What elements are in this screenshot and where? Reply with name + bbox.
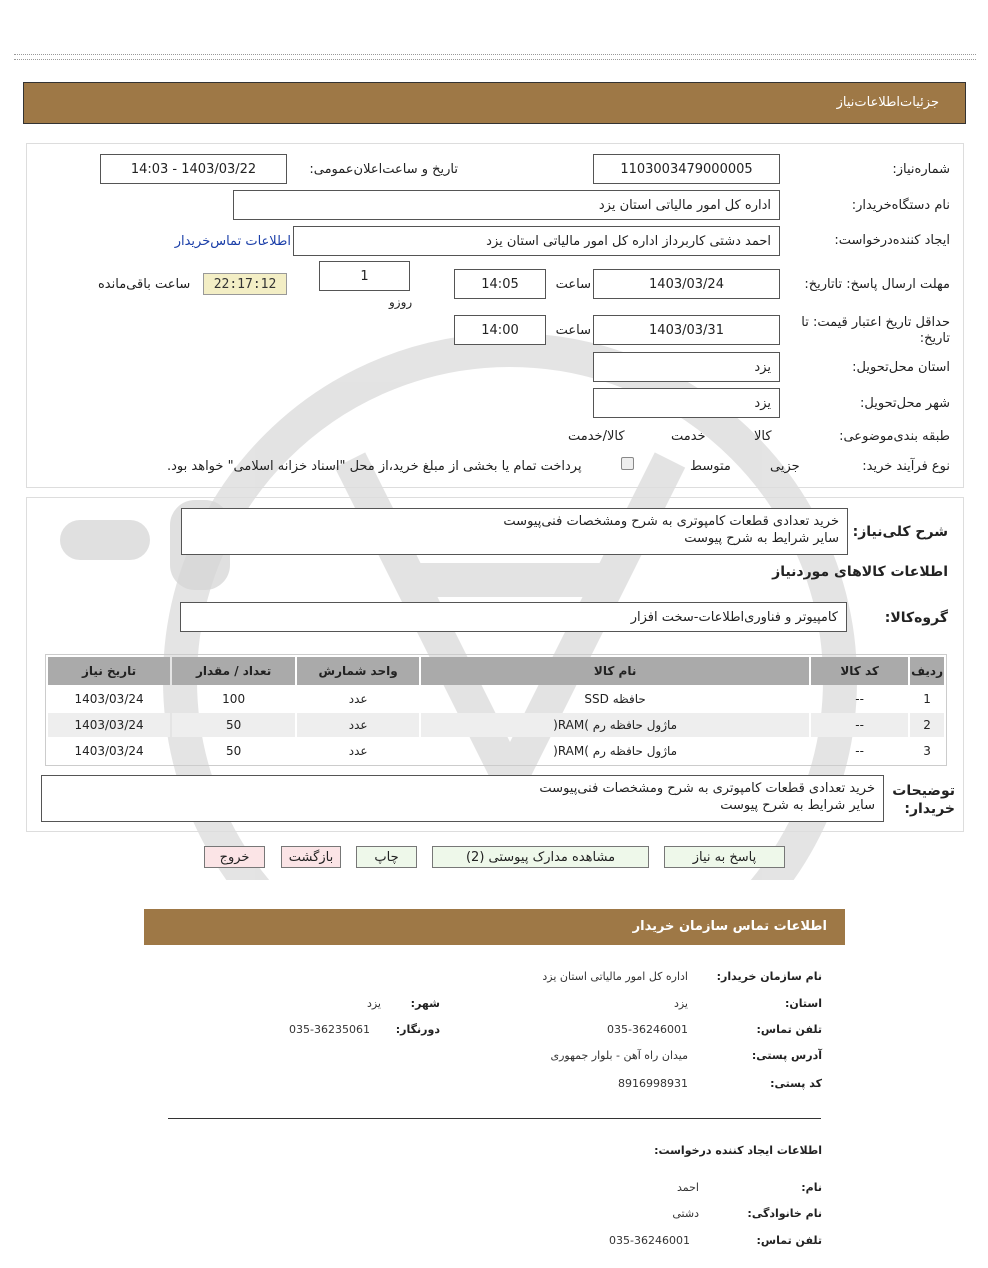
reply-time-field[interactable]: 14:05 [454, 269, 546, 299]
contact-phone-label: تلفن تماس: [756, 1023, 822, 1036]
cell-row: 3 [923, 744, 931, 758]
contact-address-value: میدان راه آهن - بلوار جمهوری [550, 1049, 688, 1062]
cell-row: 1 [923, 692, 931, 706]
contact-fax-label: دورنگار: [395, 1023, 440, 1036]
top-divider [14, 54, 976, 60]
cell-date: 1403/03/24 [74, 692, 144, 706]
contact-section-title: اطلاعات تماس سازمان خریدار [632, 919, 827, 934]
requester-label: ایجاد کننده‌درخواست: [834, 233, 950, 248]
group-field[interactable]: کامپیوتر و فناوری‌اطلاعات-سخت افزار [180, 602, 847, 632]
col-row: ردیف [910, 657, 944, 685]
announce-field[interactable]: 1403/03/22 - 14:03 [100, 154, 287, 184]
cell-name: حافظه SSD [584, 692, 646, 706]
exit-button[interactable]: خروج [204, 846, 265, 868]
days-label: روزو [389, 295, 413, 309]
buyer-contact-link[interactable]: اطلاعات تماس‌خریدار [174, 234, 291, 249]
col-name: نام کالا [421, 657, 809, 685]
payment-note: پرداخت تمام یا بخشی از مبلغ خرید،از محل "اسناد خزانه اسلامی" خواهد بود. [167, 459, 582, 474]
col-qty: تعداد / مقدار [172, 657, 295, 685]
cell-qty: 50 [225, 744, 242, 758]
contact-postal-value: 8916998931 [618, 1077, 688, 1090]
process-minor-label: جزیی [770, 459, 800, 474]
creator-name-value: احمد [677, 1181, 699, 1194]
buyer-org-field[interactable]: اداره کل امور مالیاتی استان یزد [233, 190, 780, 220]
cell-code: -- [811, 713, 908, 737]
contact-org-label: نام سازمان خریدار: [716, 970, 822, 983]
remaining-label: ساعت باقی‌مانده [98, 277, 191, 292]
reply-deadline-label: مهلت ارسال پاسخ: تاتاریخ: [804, 277, 950, 292]
creator-phone-value: 035-36246001 [609, 1234, 690, 1247]
contact-section-header [144, 909, 845, 945]
cell-code: -- [855, 744, 864, 758]
notes-label: توضیحات خریدار: [892, 783, 955, 817]
table-row [48, 687, 944, 711]
treasury-checkbox[interactable] [621, 457, 634, 470]
notes-text[interactable]: خرید تعدادی قطعات کامپوتری به شرح ومشخصات فنی‌پیوست سایر شرایط به شرح پیوست [41, 775, 884, 822]
cell-unit: عدد [348, 744, 368, 758]
process-label: نوع فرآیند خرید: [862, 459, 950, 474]
reply-time-label: ساعت [555, 277, 591, 292]
contact-city-label: شهر: [410, 997, 440, 1010]
col-date: تاریخ نیاز [48, 657, 170, 685]
creator-name-label: نام: [801, 1181, 822, 1194]
contact-city-value: یزد [366, 997, 381, 1010]
need-number-label: شماره‌نیاز: [892, 162, 950, 177]
category-label: طبقه بندی‌موضوعی: [839, 429, 950, 444]
remaining-timer: 22:17:12 [203, 273, 287, 295]
summary-text[interactable]: خرید تعدادی قطعات کامپوتری به شرح ومشخصات فنی‌پیوست سایر شرایط به شرح پیوست [181, 508, 848, 555]
province-field[interactable]: یزد [593, 352, 780, 382]
group-label: گروه‌کالا: [884, 610, 948, 626]
creator-phone-label: تلفن تماس: [756, 1234, 822, 1247]
goods-table [46, 655, 946, 765]
col-unit: واحد شمارش [297, 657, 419, 685]
cell-row: 2 [910, 713, 944, 737]
contact-org-value: اداره کل امور مالیاتی استان یزد [542, 970, 688, 983]
cell-date: 1403/03/24 [74, 744, 144, 758]
goods-table-wrap [45, 654, 947, 766]
col-code: کد کالا [811, 657, 908, 685]
province-label: استان محل‌تحویل: [852, 360, 950, 375]
goods-info-title: اطلاعات کالاهای موردنیاز [772, 564, 948, 580]
reply-button[interactable]: پاسخ به نیاز [664, 846, 785, 868]
cell-name: ماژول حافظه رم )RAM( [553, 744, 678, 758]
summary-label: شرح کلی‌نیاز: [852, 524, 948, 540]
back-button[interactable]: بازگشت [281, 846, 341, 868]
page-title: جزئیات‌اطلاعات‌نیاز [836, 95, 939, 110]
cell-name: ماژول حافظه رم )RAM( [421, 713, 809, 737]
validity-time-label: ساعت [555, 323, 591, 338]
cell-qty: 100 [222, 692, 246, 706]
contact-address-label: آدرس پستی: [751, 1049, 822, 1062]
cell-date: 1403/03/24 [48, 713, 170, 737]
announce-label: تاریخ و ساعت‌اعلان‌عمومی: [309, 162, 458, 177]
process-medium-label: متوسط [690, 459, 731, 474]
cell-unit: عدد [297, 713, 419, 737]
contact-province-value: یزد [673, 997, 688, 1010]
page-header [23, 82, 966, 124]
contact-phone-value: 035-36246001 [607, 1023, 688, 1036]
category-service-label: خدمت [671, 429, 706, 444]
category-goods-label: کالا [754, 429, 772, 444]
city-field[interactable]: یزد [593, 388, 780, 418]
creator-family-value: دشتی [672, 1207, 699, 1220]
contact-province-label: استان: [785, 997, 822, 1010]
reply-date-field[interactable]: 1403/03/24 [593, 269, 780, 299]
city-label: شهر محل‌تحویل: [860, 396, 950, 411]
requester-field[interactable]: احمد دشتی کاربرداز اداره کل امور مالیاتی استان یزد [293, 226, 780, 256]
creator-family-label: نام خانوادگی: [747, 1207, 822, 1220]
days-field[interactable]: 1 [319, 261, 410, 291]
validity-label: حداقل تاریخ اعتبار قیمت: تا تاریخ: [801, 315, 950, 346]
validity-date-field[interactable]: 1403/03/31 [593, 315, 780, 345]
contact-divider [168, 1118, 821, 1119]
table-row [48, 713, 944, 737]
print-button[interactable]: چاپ [356, 846, 417, 868]
view-docs-button[interactable]: مشاهده مدارک پیوستی (2) [432, 846, 649, 868]
contact-postal-label: کد پستی: [770, 1077, 822, 1090]
cell-qty: 50 [172, 713, 295, 737]
table-row [48, 739, 944, 763]
cell-code: -- [855, 692, 864, 706]
buyer-org-label: نام دستگاه‌خریدار: [851, 198, 950, 213]
contact-fax-value: 035-36235061 [289, 1023, 370, 1036]
creator-title: اطلاعات ایجاد کننده درخواست: [654, 1144, 822, 1157]
validity-time-field[interactable]: 14:00 [454, 315, 546, 345]
cell-unit: عدد [348, 692, 368, 706]
category-both-label: کالا/خدمت [568, 429, 625, 444]
need-number-field[interactable]: 1103003479000005 [593, 154, 780, 184]
